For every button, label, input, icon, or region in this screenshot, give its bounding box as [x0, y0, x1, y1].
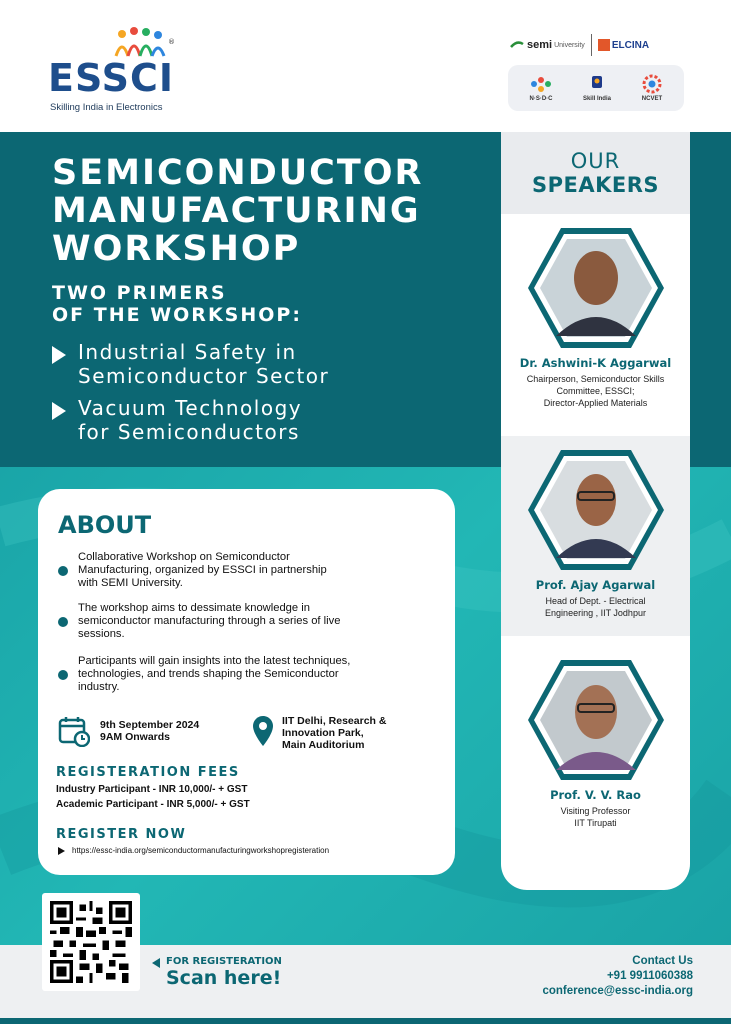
speaker-role — [553, 805, 639, 829]
logo-tagline: Skilling India in Electronics — [50, 102, 163, 113]
fee-academic: Academic Participant - INR 5,000/- + GST — [56, 799, 250, 810]
speaker-avatar-icon — [526, 658, 666, 782]
primer-text: for Semiconductors — [78, 420, 300, 444]
title-line-1: SEMICONDUCTOR — [52, 153, 424, 193]
venue-info — [252, 715, 386, 751]
speaker-name: Prof. Ajay Agarwal — [535, 578, 656, 592]
speaker-photo — [526, 448, 666, 572]
skill-india-icon — [587, 74, 607, 94]
nsdc-star-icon — [529, 74, 553, 94]
footer-bar — [0, 1018, 731, 1024]
title-line-3: WORKSHOP — [52, 229, 301, 269]
bullet-dot-icon — [58, 617, 68, 627]
title-line-2: MANUFACTURING — [52, 191, 421, 231]
bullet-dot-icon — [58, 670, 68, 680]
calendar-icon — [58, 715, 90, 747]
workshop-title — [52, 154, 423, 268]
primer-text: Semiconductor Sector — [78, 364, 330, 388]
register-url[interactable]: https://essc-india.org/semiconductormanufacturingworkshopregisteration — [72, 846, 330, 855]
primer-text: Vacuum Technology — [78, 396, 303, 420]
ncvet-gear-icon — [641, 74, 663, 94]
about-bullet-line: industry. — [78, 681, 120, 693]
header — [0, 0, 731, 132]
about-bullet — [58, 551, 428, 590]
skill-india-logo: Skill India — [583, 74, 611, 102]
primers-heading — [52, 282, 302, 326]
play-arrow-icon — [52, 346, 66, 364]
venue-line: IIT Delhi, Research & — [282, 715, 387, 727]
speaker-role — [519, 373, 673, 409]
venue-line: Innovation Park, — [282, 727, 364, 739]
speaker-card — [501, 214, 690, 436]
location-pin-icon — [252, 715, 274, 747]
venue-line: Main Auditorium — [282, 739, 365, 751]
about-bullet-line: semiconductor manufacturing through a series of live — [78, 615, 341, 627]
speaker-role-line: Visiting Professor — [560, 806, 631, 816]
semi-swoosh-icon — [510, 40, 524, 50]
semi-university-logo: semi University — [510, 39, 585, 51]
speakers-heading-line-2: SPEAKERS — [531, 173, 660, 197]
fees-title: REGISTERATION FEES — [56, 765, 240, 780]
primer-item — [52, 396, 302, 444]
left-arrow-icon — [152, 958, 160, 968]
about-bullet — [58, 655, 428, 694]
primer-text: Industrial Safety in — [78, 340, 297, 364]
speaker-role-line: Engineering , IIT Jodhpur — [545, 608, 646, 618]
event-time: 9AM Onwards — [100, 731, 171, 743]
scan-here-text: Scan here! — [166, 967, 282, 989]
play-arrow-icon — [58, 847, 65, 855]
about-bullet — [58, 602, 428, 641]
speakers-panel — [501, 132, 690, 890]
logo-text: ESSCI — [48, 56, 175, 100]
scan-label: FOR REGISTERATION — [166, 956, 282, 967]
registration-qr-code[interactable] — [42, 893, 140, 991]
about-title: ABOUT — [58, 511, 152, 539]
about-card — [38, 489, 455, 875]
qr-code-icon — [50, 901, 132, 983]
primer-item — [52, 340, 329, 388]
partner-logos-box — [508, 65, 684, 111]
contact-email[interactable]: conference@essc-india.org — [542, 985, 693, 997]
speaker-photo — [526, 658, 666, 782]
contact-title: Contact Us — [632, 955, 693, 967]
speaker-name: Prof. V. V. Rao — [550, 788, 641, 802]
essci-logo — [46, 26, 186, 118]
speaker-role-line: Director-Applied Materials — [543, 398, 648, 408]
date-info — [58, 715, 199, 747]
speaker-role-line: Committee, ESSCI; — [556, 386, 635, 396]
primers-heading-line-2: OF THE WORKSHOP: — [52, 304, 302, 326]
speaker-photo — [526, 226, 666, 350]
ncvet-logo: NCVET — [641, 74, 663, 102]
speaker-role — [537, 595, 654, 619]
elcina-logo: ELCINA — [598, 39, 649, 51]
about-bullet-line: Participants will gain insights into the latest techniques, — [78, 655, 351, 667]
speaker-card — [501, 436, 690, 636]
about-bullet-line: The workshop aims to dessimate knowledge in — [78, 602, 310, 614]
partner-logos-top — [510, 34, 686, 56]
speaker-avatar-icon — [526, 226, 666, 350]
contact-phone[interactable]: +91 9911060388 — [606, 970, 693, 982]
register-title: REGISTER NOW — [56, 827, 187, 842]
contact-info — [542, 954, 693, 999]
register-link[interactable] — [58, 846, 329, 855]
play-arrow-icon — [52, 402, 66, 420]
fee-industry: Industry Participant - INR 10,000/- + GST — [56, 784, 248, 795]
about-bullet-line: technologies, and trends shaping the Semiconductor — [78, 668, 339, 680]
about-bullet-line: with SEMI University. — [78, 577, 183, 589]
speaker-role-line: Chairperson, Semiconductor Skills — [526, 374, 665, 384]
about-bullet-line: Collaborative Workshop on Semiconductor — [78, 551, 290, 563]
speaker-role-line: Head of Dept. - Electrical — [545, 596, 646, 606]
registered-mark: ® — [168, 38, 175, 46]
bullet-dot-icon — [58, 566, 68, 576]
elcina-mark-icon — [598, 39, 610, 51]
speakers-heading — [501, 132, 690, 214]
speaker-role-line: IIT Tirupati — [574, 818, 617, 828]
speaker-card — [501, 646, 690, 856]
speaker-avatar-icon — [526, 448, 666, 572]
speakers-heading-line-1: OUR — [570, 149, 621, 173]
scan-prompt — [152, 956, 282, 989]
primers-heading-line-1: TWO PRIMERS — [52, 282, 227, 304]
nsdc-logo: N·S·D·C — [529, 74, 553, 102]
event-date: 9th September 2024 — [100, 719, 200, 731]
about-bullet-line: Manufacturing, organized by ESSCI in partnership — [78, 564, 327, 576]
speaker-name: Dr. Ashwini-K Aggarwal — [519, 356, 672, 370]
about-bullet-line: sessions. — [78, 628, 125, 640]
partner-divider — [591, 34, 592, 56]
